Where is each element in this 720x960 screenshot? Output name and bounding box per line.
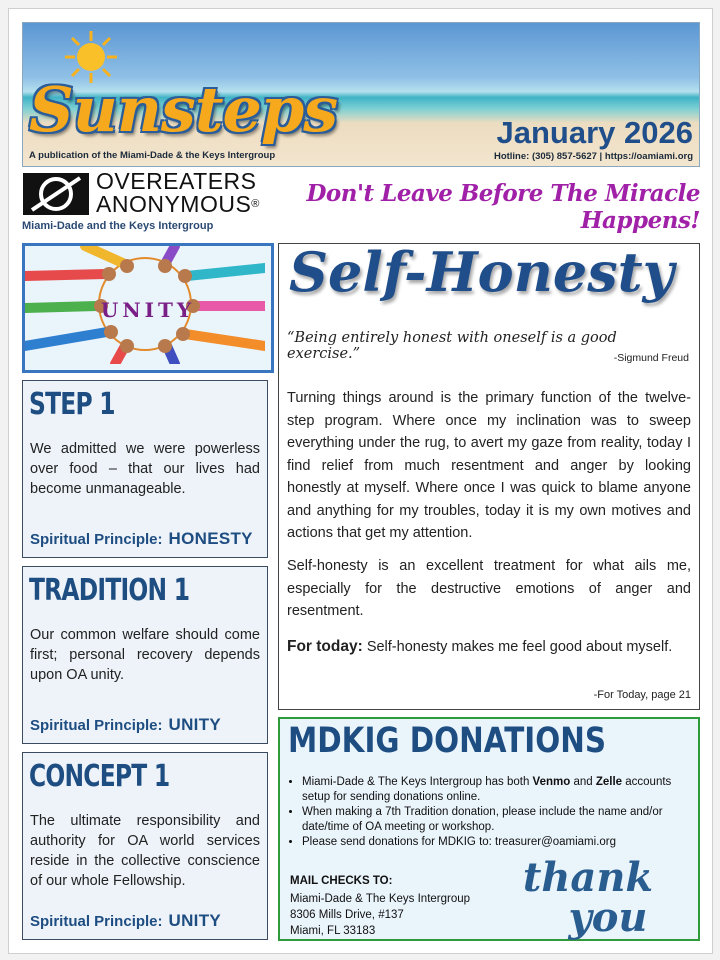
venmo-label: Venmo bbox=[532, 776, 571, 788]
bullet-text: accounts setup for sending donations online. bbox=[302, 776, 672, 803]
bullet-text: Miami-Dade & The Keys Intergroup has both bbox=[302, 776, 533, 788]
article-source: -For Today, page 21 bbox=[593, 689, 691, 701]
article-paragraph-2: Self-honesty is an excellent treatment for what ails me, especially for the destructive emotions of anger and resentment. bbox=[287, 558, 691, 619]
principle-value: UNITY bbox=[168, 715, 222, 734]
mail-checks-heading: MAIL CHECKS TO: bbox=[290, 875, 393, 887]
principle-label: Spiritual Principle: bbox=[30, 913, 163, 930]
tradition-heading: TRADITION 1 bbox=[29, 573, 190, 608]
donations-box bbox=[278, 717, 700, 941]
step-text: We admitted we were powerless over food – that our lives had become unmanageable. bbox=[30, 441, 260, 497]
concept-principle bbox=[30, 911, 221, 931]
unity-image bbox=[22, 243, 274, 373]
concept-heading: CONCEPT 1 bbox=[29, 759, 170, 794]
quote-attribution: -Sigmund Freud bbox=[613, 352, 689, 364]
zelle-label: Zelle bbox=[595, 776, 623, 788]
principle-value: UNITY bbox=[168, 911, 222, 930]
oa-wordmark-line2: ANONYMOUS bbox=[96, 191, 252, 217]
oa-wordmark bbox=[96, 170, 260, 216]
slogan: Don't Leave Before The Miracle Happens! bbox=[306, 180, 700, 234]
masthead-banner bbox=[22, 22, 700, 167]
tradition-principle bbox=[30, 715, 221, 735]
article-paragraph-1: Turning things around is the primary function of the twelve-step program. Where once my inclination was to sweep everything under the rug, to avert my gaze from reality, today I find relief from much resentment and anger by looking honestly at myself. Where once I was quick to blame anyone and anything for my troubles, today it is my own motives and actions that get my attention. bbox=[287, 390, 691, 541]
step-card bbox=[22, 380, 268, 558]
self-honesty-article bbox=[278, 240, 700, 710]
list-item: • Please send donations for MDKIG to: treasurer@oamiami.org bbox=[302, 835, 686, 850]
hotline-info: Hotline: (305) 857-5627 | https://oamiami.org bbox=[493, 151, 693, 162]
principle-label: Spiritual Principle: bbox=[30, 717, 163, 734]
mailing-address bbox=[290, 891, 470, 939]
thank-you-graphic bbox=[488, 851, 698, 941]
oa-wordmark-line1: OVEREATERS bbox=[96, 168, 257, 194]
address-line: Miami-Dade & The Keys Intergroup bbox=[290, 893, 471, 905]
oa-logo-icon bbox=[22, 172, 90, 216]
list-item bbox=[302, 775, 686, 804]
list-item: • When making a 7th Tradition donation, please include the name and/or date/time of OA meeting or workshop. bbox=[302, 805, 686, 834]
masthead-title: Sunsteps bbox=[29, 73, 338, 146]
issue-date: January 2026 bbox=[496, 115, 693, 150]
oa-logo bbox=[22, 170, 262, 236]
masthead-tagline: A publication of the Miami-Dade & the Keys Intergroup bbox=[29, 150, 276, 161]
thank-text: thank bbox=[522, 854, 654, 901]
unity-label: UNITY bbox=[100, 298, 196, 322]
article-title: Self-Honesty bbox=[289, 240, 674, 304]
step-principle bbox=[30, 529, 253, 549]
for-today-text: Self-honesty makes me feel good about myself. bbox=[366, 639, 673, 655]
article-quote: “Being entirely honest with oneself is a good exercise.” bbox=[287, 330, 617, 362]
concept-card bbox=[22, 752, 268, 940]
tradition-text: Our common welfare should come first; personal recovery depends upon OA unity. bbox=[30, 627, 260, 683]
you-text: you bbox=[568, 894, 648, 941]
for-today-label: For today: bbox=[287, 638, 363, 655]
tradition-card bbox=[22, 566, 268, 744]
registered-mark: ® bbox=[251, 198, 260, 210]
principle-label: Spiritual Principle: bbox=[30, 531, 163, 548]
address-line: Miami, FL 33183 bbox=[290, 925, 376, 937]
intergroup-name: Miami-Dade and the Keys Intergroup bbox=[22, 220, 214, 232]
donations-heading: MDKIG DONATIONS bbox=[288, 721, 606, 761]
concept-text: The ultimate responsibility and authority for OA world services reside in the collective conscience of our whole Fellowship. bbox=[30, 813, 260, 889]
donations-list bbox=[288, 775, 686, 851]
bullet-text: and bbox=[570, 776, 596, 788]
address-line: 8306 Mills Drive, #137 bbox=[290, 909, 404, 921]
step-heading: STEP 1 bbox=[29, 387, 115, 422]
for-today-line bbox=[287, 638, 672, 656]
principle-value: HONESTY bbox=[168, 529, 253, 548]
